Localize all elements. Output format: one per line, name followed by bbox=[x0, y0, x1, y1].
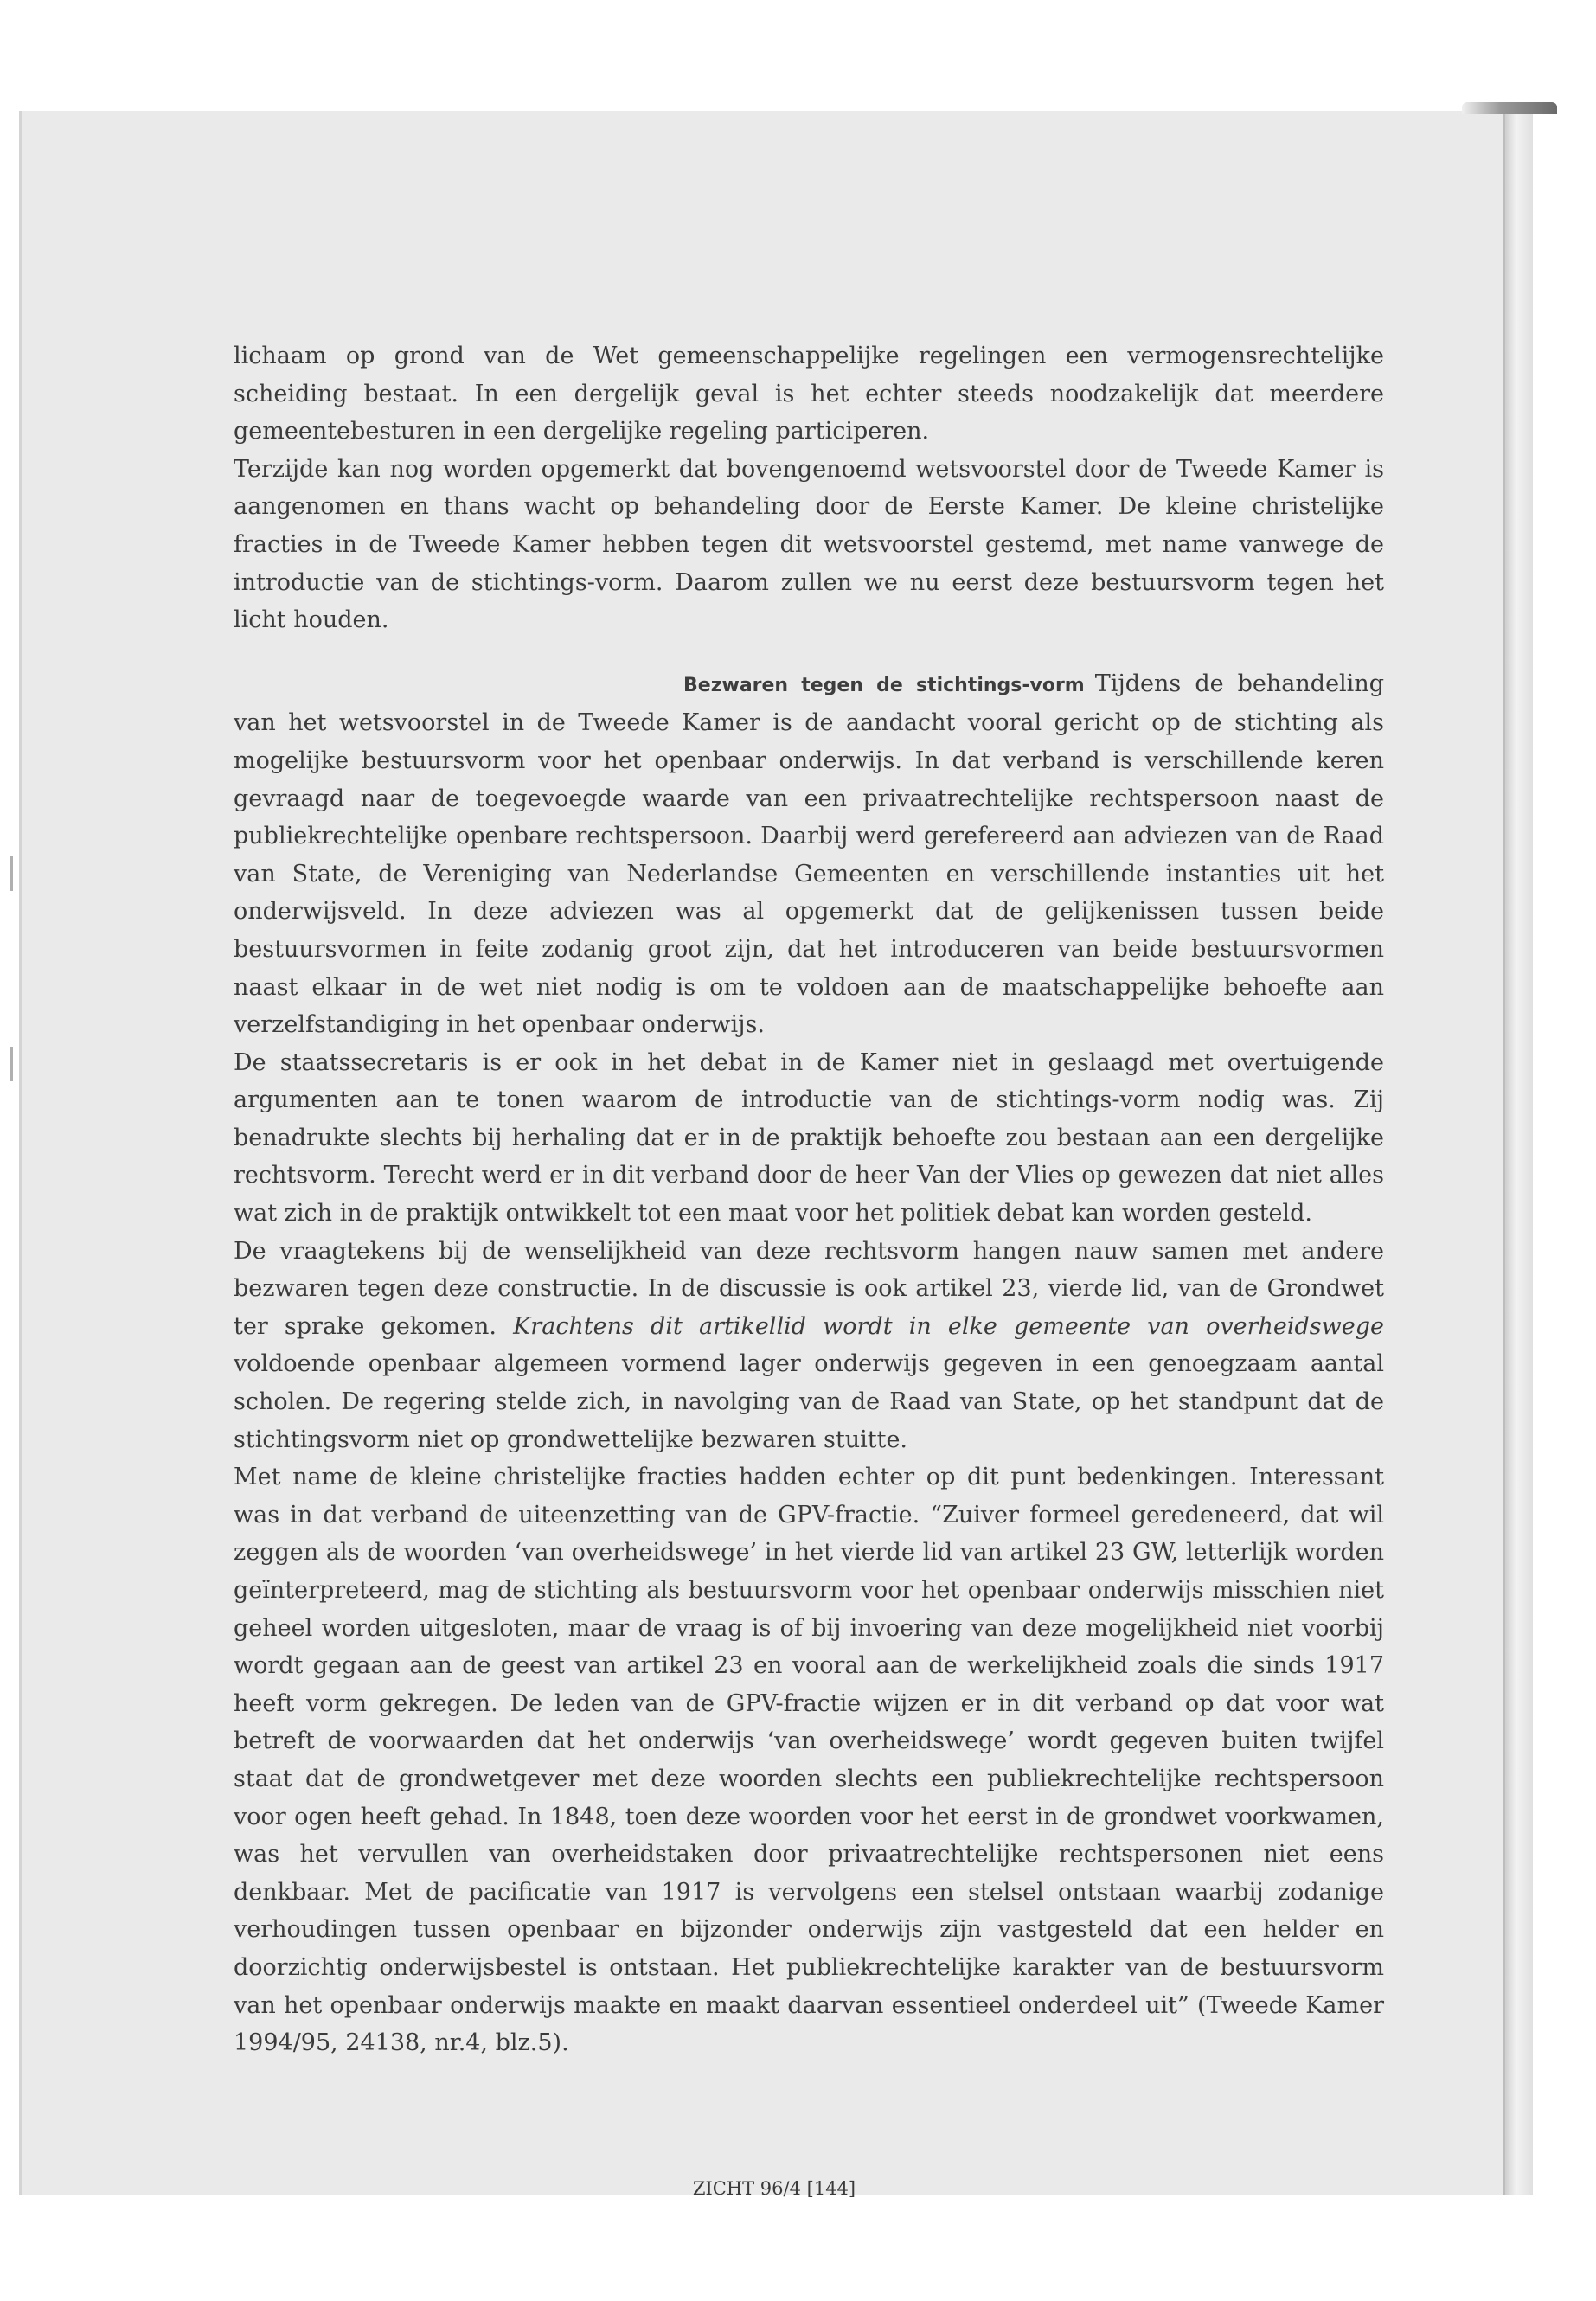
page-footer: ZICHT 96/4 [144] bbox=[692, 2178, 856, 2199]
page-sheet bbox=[19, 111, 1524, 2199]
margin-mark bbox=[10, 1047, 13, 1081]
paragraph-5-start: De vraagtekens bij de wenselijkheid van deze rechtsvorm hangen nauw samen met andere bezwaren tegen deze constructie. In de discussie is ook artikel 23, vierde lid, van de Grondwet ter sprake gekomen. bbox=[234, 1237, 1384, 1340]
paragraph-4: De staatssecretaris is er ook in het debat in de Kamer niet in geslaagd met overtuigende argumenten aan te tonen waarom de introductie van de stichtings-vorm nodig was. Zij benadrukte slechts bij herhaling dat er in de praktijk behoefte zou bestaan aan een dergelijke rechtsvorm. Terecht werd er in dit verband door de heer Van der Vlies op gewezen dat niet alles wat zich in de praktijk ontwikkelt tot een maat voor het politiek debat kan worden gesteld. bbox=[234, 1048, 1384, 1227]
margin-mark bbox=[10, 856, 13, 891]
paragraph-gap bbox=[234, 639, 1384, 665]
paragraph-3 bbox=[234, 665, 1384, 1044]
book-spine bbox=[1503, 111, 1533, 2195]
paragraph-6: Met name de kleine christelijke fracties hadden echter op dit punt bedenkingen. Interessant was in dat verband de uiteenzetting van de GPV-fractie. “Zuiver formeel geredeneerd, dat wil zeggen als de woorden ‘van overheidswege’ in het vierde lid van artikel 23 GW, letterlijk worden geïnterpreteerd, mag de stichting als bestuursvorm voor het openbaar onderwijs misschien niet geheel worden uitgesloten, maar de vraag is of bij invoering van deze mogelijkheid niet voorbij wordt gegaan aan de geest van artikel 23 en vooral aan de werkelijkheid zoals die sinds 1917 heeft vorm gekregen. De leden van de GPV-fractie wijzen er in dit verband op dat voor wat betreft de voorwaarden dat het onderwijs ‘van overheidswege’ wordt gegeven buiten twijfel staat dat de grondwetgever met deze woorden slechts een publiekrechtelijke rechtspersoon voor ogen heeft gehad. In 1848, toen deze woorden voor het eerst in de grondwet voorkwamen, was het vervullen van overheidstaken door privaatrechtelijke rechtspersonen niet eens denkbaar. Met de pacificatie van 1917 is vervolgens een stelsel ontstaan waarbij zodanige verhoudingen tussen openbaar en bijzonder onderwijs zijn vastgesteld dat een helder en doorzichtig onderwijsbestel is ontstaan. Het publiekrechtelijke karakter van de bestuursvorm van het openbaar onderwijs maakte en maakt daarvan essentieel onderdeel uit” (Tweede Kamer 1994/95, 24138, nr.4, blz.5). bbox=[234, 1464, 1384, 2057]
paragraph-5-italic: Krachtens dit artikellid wordt in elke gemeente van overheidswege bbox=[513, 1312, 1384, 1340]
paragraph-2: Terzijde kan nog worden opgemerkt dat bovengenoemd wetsvoorstel door de Tweede Kamer is aangenomen en thans wacht op behandeling door de Eerste Kamer. De kleine christelijke fracties in de Tweede Kamer hebben tegen dit wetsvoorstel gestemd, met name vanwege de introductie van de stichtings-vorm. Daarom zullen we nu eerst deze bestuursvorm tegen het licht houden. bbox=[234, 455, 1384, 634]
paragraph-1: lichaam op grond van de Wet gemeenschappelijke regelingen een vermogensrechtelijke scheiding bestaat. In een dergelijk geval is het echter steeds noodzakelijk dat meerdere gemeentebesturen in een dergelijke regeling participeren. bbox=[234, 343, 1384, 445]
book-spine-top bbox=[1462, 102, 1557, 114]
paragraph-5-end: voldoende openbaar algemeen vormend lager onderwijs gegeven in een genoegzaam aantal scholen. De regering stelde zich, in navolging van de Raad van State, op het standpunt dat de stichtingsvorm niet op grondwettelijke bezwaren stuitte. bbox=[234, 1350, 1384, 1453]
section-heading: Bezwaren tegen de stichtings-vorm bbox=[683, 674, 1085, 696]
paragraph-5 bbox=[234, 1233, 1384, 1459]
paragraph-3-text: Tijdens de behandeling van het wetsvoorstel in de Tweede Kamer is de aandacht vooral gericht op de stichting als mogelijke bestuursvorm voor het openbaar onderwijs. In dat verband is verschillende keren gevraagd naar de toegevoegde waarde van een privaatrechtelijke rechtspersoon naast de publiekrechtelijke openbare rechtspersoon. Daarbij werd gerefereerd aan adviezen van de Raad van State, de Vereniging van Nederlandse Gemeenten en verschillende instanties uit het onderwijsveld. In deze adviezen was al opgemerkt dat de gelijkenissen tussen beide bestuursvormen in feite zodanig groot zijn, dat het introduceren van beide bestuursvormen naast elkaar in de wet niet nodig is om te voldoen aan de maatschappelijke behoefte aan verzelfstandiging in het openbaar onderwijs. bbox=[234, 670, 1384, 1039]
article-body bbox=[234, 337, 1384, 2062]
